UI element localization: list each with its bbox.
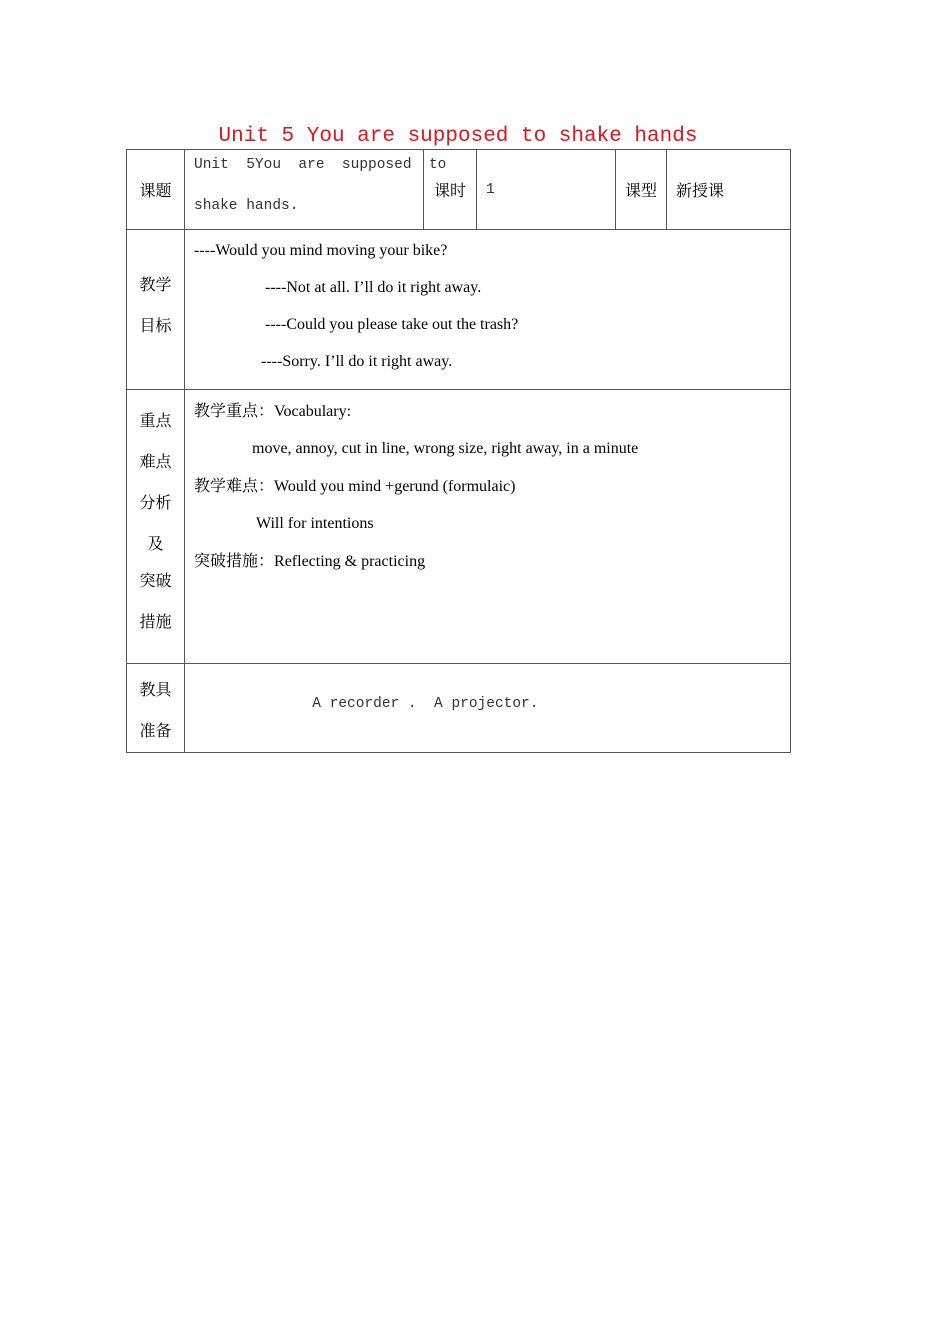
- key-point-line: [185, 392, 790, 430]
- analysis-label: 分析: [139, 493, 172, 512]
- topic-row: [127, 150, 791, 230]
- method-value: Reflecting & practicing: [274, 553, 426, 570]
- difficulty-extra-line: Will for intentions: [256, 515, 374, 532]
- difficulty-label: 教学难点：: [194, 476, 275, 495]
- analysis-label: 突破: [139, 571, 172, 590]
- difficulty-value: Would you mind +gerund (formulaic): [274, 478, 516, 495]
- topic-value-cell: [185, 150, 447, 230]
- analysis-label: 重点: [139, 411, 172, 430]
- materials-label-2: 准备: [139, 721, 172, 740]
- objectives-label-1: 教学: [139, 275, 172, 294]
- key-point-label: 教学重点：: [194, 401, 275, 420]
- objectives-label-cell: [127, 230, 185, 390]
- objectives-row: [127, 230, 791, 390]
- analysis-row: [127, 390, 791, 664]
- document-title: Unit 5 You are supposed to shake hands: [218, 125, 698, 148]
- method-line: [185, 542, 790, 580]
- key-point-value: Vocabulary:: [274, 403, 352, 420]
- type-value-cell: [667, 150, 791, 230]
- materials-content-cell: [185, 664, 791, 753]
- period-label: 课时: [433, 181, 466, 200]
- type-label-cell: [616, 150, 667, 230]
- vocabulary-line: move, annoy, cut in line, wrong size, right away, in a minute: [252, 440, 639, 457]
- objective-line: ----Not at all. I’ll do it right away.: [265, 279, 482, 296]
- objectives-label-2: 目标: [139, 316, 172, 335]
- objective-line: ----Sorry. I’ll do it right away.: [261, 353, 453, 370]
- topic-line-1: [194, 152, 447, 178]
- period-value-cell: [477, 150, 616, 230]
- lesson-plan-table: [126, 149, 791, 753]
- analysis-label: 难点: [139, 452, 172, 471]
- materials-label-1: 教具: [139, 680, 172, 699]
- topic-line-2: shake hands.: [194, 198, 299, 214]
- materials-label-cell: [127, 664, 185, 753]
- objective-line: ----Could you please take out the trash?: [265, 316, 519, 333]
- objectives-content-cell: [185, 230, 791, 390]
- topic-label-cell: [127, 150, 185, 230]
- analysis-content-cell: [185, 390, 791, 664]
- analysis-label: 及: [147, 534, 164, 553]
- method-label: 突破措施：: [194, 551, 275, 570]
- difficulty-line: [185, 467, 790, 505]
- topic-line-1-text: Unit 5You are supposed to: [194, 157, 447, 173]
- objective-line: ----Would you mind moving your bike?: [194, 242, 448, 259]
- materials-row: [127, 664, 791, 753]
- type-value: 新授课: [676, 181, 725, 200]
- period-value: 1: [486, 181, 495, 198]
- analysis-label: 措施: [139, 612, 172, 631]
- type-label: 课型: [624, 181, 657, 200]
- materials-value: A recorder . A projector.: [312, 696, 539, 712]
- analysis-label-cell: [127, 390, 185, 664]
- topic-label: 课题: [139, 181, 172, 200]
